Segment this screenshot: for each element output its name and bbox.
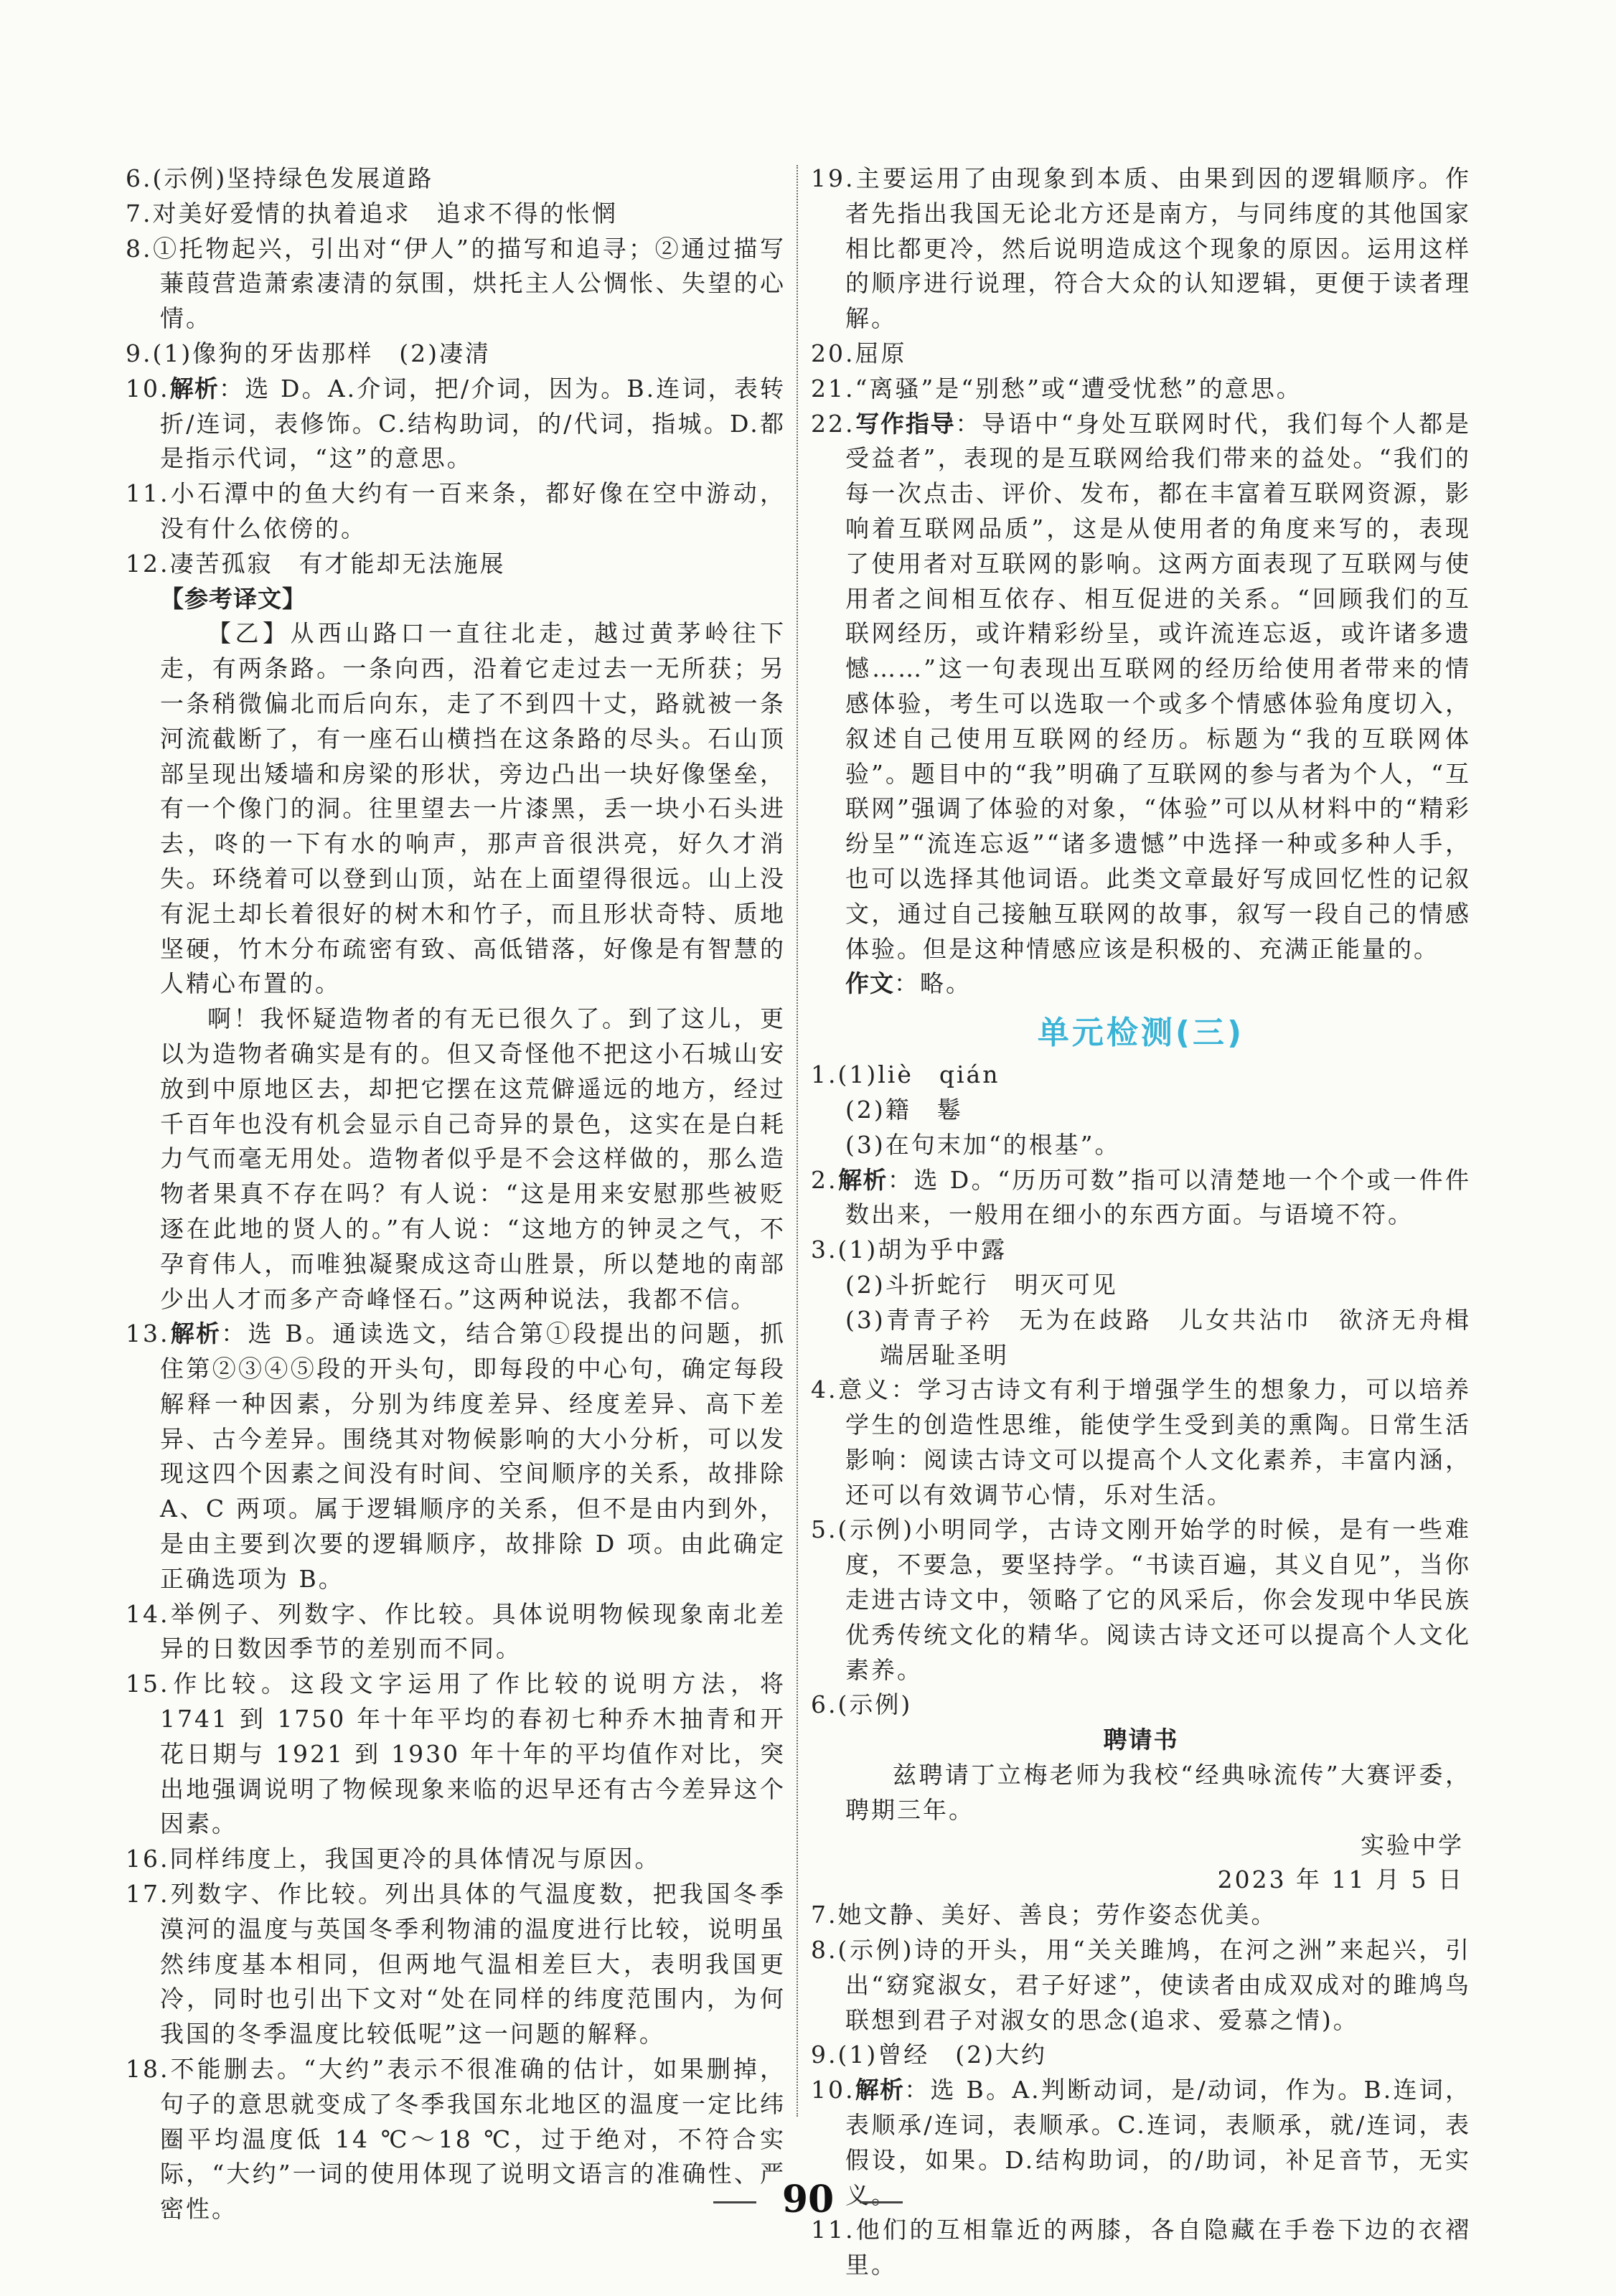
unit-answer-1-2: (2)籍 鬈: [845, 1095, 963, 1124]
answer-14: 14.举例子、列数字、作比较。具体说明物候现象南北差异的日数因季节的差别而不同。: [126, 1599, 786, 1663]
unit-answer-7: 7.她文静、美好、善良；劳作姿态优美。: [811, 1901, 1277, 1929]
unit-answer-5: 5.(示例)小明同学，古诗文刚开始学的时候，是有一些难度，不要急，要坚持学。“书读百遍，其义自见”，当你走进古诗文中，领略了它的风采后，你会发现中华民族优秀传统文化的精华。阅读古诗文还可以提高个人文化素养。: [811, 1515, 1471, 1684]
answer-16: 16.同样纬度上，我国更冷的具体情况与原因。: [126, 1845, 661, 1873]
right-column: [811, 161, 1497, 2283]
essay-label: 作文: [845, 969, 894, 998]
unit-answer-3-3: (3)青青子衿 无为在歧路 儿女共沾巾 欲济无舟楫 端居耻圣明: [845, 1305, 1497, 1369]
answer-15: 15.作比较。这段文字运用了作比较的说明方法，将 1741 到 1750 年十年平均的春初七种乔木抽青和开花日期与 1921 到 1930 年十年的平均值作对比，突出地强调说明了物候现象来临的迟早还有古今差异这个因素。: [126, 1670, 786, 1838]
unit-answer-6: 6.(示例): [811, 1690, 913, 1719]
analysis-label: 解析: [169, 374, 220, 403]
page-footer: [0, 2178, 1616, 2221]
answer-22: 22.写作指导：导语中“身处互联网时代，我们每个人都是受益者”，表现的是互联网给我们带来的益处。“我们的每一次点击、评价、发布，都在丰富着互联网资源，影响着互联网品质”，这是从使用者的角度来写的，表现了使用者对互联网的影响。这两方面表现了互联网与使用者之间相互依存、相互促进的关系。“回顾我们的互联网经历，或许精彩纷呈，或许流连忘返，或许诸多遗憾……”这一句表现出互联网的经历给使用者带来的情感体验，考生可以选取一个或多个情感体验角度切入，叙述自己使用互联网的经历。标题为“我的互联网体验”。题目中的“我”明确了互联网的参与者为个人，“互联网”强调了体验的对象，“体验”可以从材料中的“精彩纷呈”“流连忘返”“诸多遗憾”中选择一种或多种人手，也可以选择其他词语。此类文章最好写成回忆性的记叙文，通过自己接触互联网的故事，叙写一段自己的情感体验。但是这种情感应该是积极的、充满正能量的。: [811, 409, 1472, 963]
analysis-label: 解析: [837, 1165, 888, 1194]
answer-18: 18.不能删去。“大约”表示不很准确的估计，如果删掉，句子的意思就变成了冬季我国东北地区的温度一定比纬圈平均温度低 14 ℃～18 ℃，过于绝对，不符合实际，“大约”一词的使用体现了说明文语言的准确性、严密性。: [126, 2055, 786, 2224]
answer-9: 9.(1)像狗的牙齿那样 (2)凄清: [126, 339, 491, 367]
translation-paragraph-1: 【乙】从西山路口一直往北走，越过黄茅岭往下走，有两条路。一条向西，沿着它走过去一无所获；另一条稍微偏北而后向东，走了不到四十丈，路就被一条河流截断了，有一座石山横挡在这条路的尽头。石山顶部呈现出矮墙和房梁的形状，旁边凸出一块好像堡垒，有一个像门的洞。往里望去一片漆黑，丢一块小石头进去，咚的一下有水的响声，那声音很洪亮，好久才消失。环绕着可以登到山顶，站在上面望得很远。山上没有泥土却长着很好的树木和竹子，而且形状奇特、质地坚硬，竹木分布疏密有致、高低错落，好像是有智慧的人精心布置的。: [160, 619, 786, 998]
footer-dash-right: [860, 2201, 903, 2203]
unit-answer-3-2: (2)斗折蛇行 明灭可见: [845, 1270, 1118, 1299]
unit-answer-8: 8.(示例)诗的开头，用“关关雎鸠，在河之洲”来起兴，引出“窈窕淑女，君子好逑”，使读者由成双成对的雎鸠鸟联想到君子对淑女的思念(追求、爱慕之情)。: [811, 1936, 1471, 2034]
section-title: 单元检测(三): [1037, 1015, 1245, 1052]
page-number: 90: [781, 2178, 835, 2221]
unit-answer-11: 11.他们的互相靠近的两膝，各自隐藏在手卷下边的衣褶里。: [811, 2216, 1471, 2279]
analysis-label: 解析: [855, 2076, 905, 2104]
column-divider: [797, 165, 798, 2117]
left-column: [126, 161, 786, 2227]
writing-guide-label: 写作指导: [855, 409, 956, 438]
unit-answer-3-1: 3.(1)胡为乎中露: [811, 1236, 1007, 1264]
translation-paragraph-2: 啊！我怀疑造物者的有无已很久了。到了这儿，更以为造物者确实是有的。但又奇怪他不把这小石城山安放到中原地区去，却把它摆在这荒僻遥远的地方，经过千百年也没有机会显示自己奇异的景色，这实在是白耗力气而毫无用处。造物者似乎是不会这样做的，那么造物者果真不存在吗？有人说：“这是用来安慰那些被贬逐在此地的贤人的。”有人说：“这地方的钟灵之气，不孕育伟人，而唯独凝聚成这奇山胜景，所以楚地的南部少出人才而多产奇峰怪石。”这两种说法，我都不信。: [160, 1004, 786, 1313]
unit-answer-2: 2.解析：选 D。“历历可数”指可以清楚地一个个或一件件数出来，一般用在细小的东西方面。与语境不符。: [811, 1165, 1471, 1229]
essay-line: 作文：略。: [845, 969, 972, 998]
answer-10: 10.解析：选 D。A.介词，把/介词，因为。B.连词，表转折/连词，表修饰。C.结构助词，的/代词，指城。D.都是指示代词，“这”的意思。: [126, 374, 786, 473]
letter-title: 聘请书: [1103, 1726, 1179, 1754]
unit-answer-9: 9.(1)曾经 (2)大约: [811, 2041, 1047, 2069]
answer-13: 13.解析：选 B。通读选文，结合第①段提出的问题，抓住第②③④⑤段的开头句，即每段的中心句，确定每段解释一种因素，分别为纬度差异、经度差异、高下差异、古今差异。围绕其对物候影响的大小分析，可以发现这四个因素之间没有时间、空间顺序的关系，故排除 A、C 两项。属于逻辑顺序的关系，但不是由内到外，是由主要到次要的逻辑顺序，故排除 D 项。由此确定正确选项为 B。: [126, 1319, 786, 1593]
answer-11: 11.小石潭中的鱼大约有一百来条，都好像在空中游动，没有什么依傍的。: [126, 479, 786, 542]
reference-translation-title: 【参考译文】: [160, 584, 306, 613]
unit-answer-10: 10.解析：选 B。A.判断动词，是/动词，作为。B.连词，表顺承/连词，表顺承。C.连词，表顺承，就/连词，表假设，如果。D.结构助词，的/助词，补足音节，无实义。: [811, 2076, 1472, 2209]
answer-21: 21.“离骚”是“别愁”或“遭受忧愁”的意思。: [811, 374, 1302, 403]
answer-12: 12.凄苦孤寂 有才能却无法施展: [126, 549, 506, 578]
letter-date: 2023 年 11 月 5 日: [1217, 1866, 1464, 1894]
footer-dash-left: [713, 2201, 756, 2203]
unit-answer-1-1: 1.(1)liè qián: [811, 1060, 1000, 1089]
answer-19: 19.主要运用了由现象到本质、由果到因的逻辑顺序。作者先指出我国无论北方还是南方，与同纬度的其他国家相比都更冷，然后说明造成这个现象的原因。运用这样的顺序进行说理，符合大众的认知逻辑，更便于读者理解。: [811, 164, 1471, 333]
letter-body: 兹聘请丁立梅老师为我校“经典咏流传”大赛评委，聘期三年。: [845, 1761, 1471, 1824]
analysis-label: 解析: [169, 1319, 222, 1348]
answer-8: 8.①托物起兴，引出对“伊人”的描写和追寻；②通过描写蒹葭营造萧索凄清的氛围，烘托主人公惆怅、失望的心情。: [126, 234, 786, 333]
unit-answer-1-3: (3)在句末加“的根基”。: [845, 1130, 1121, 1159]
answer-20: 20.屈原: [811, 339, 907, 367]
letter-organization: 实验中学: [1361, 1830, 1464, 1859]
answer-17: 17.列数字、作比较。列出具体的气温度数，把我国冬季漠河的温度与英国冬季利物浦的温度进行比较，说明虽然纬度基本相同，但两地气温相差巨大，表明我国更冷，同时也引出下文对“处在同样的纬度范围内，为何我国的冬季温度比较低呢”这一问题的解释。: [126, 1880, 786, 2048]
answer-7: 7.对美好爱情的执着追求 追求不得的怅惘: [126, 199, 618, 227]
answer-6: 6.(示例)坚持绿色发展道路: [126, 164, 434, 192]
unit-answer-4: 4.意义：学习古诗文有利于增强学生的想象力，可以培养学生的创造性思维，能使学生受到美的熏陶。日常生活影响：阅读古诗文可以提高个人文化素养，丰富内涵，还可以有效调节心情，乐对生活。: [811, 1375, 1471, 1509]
